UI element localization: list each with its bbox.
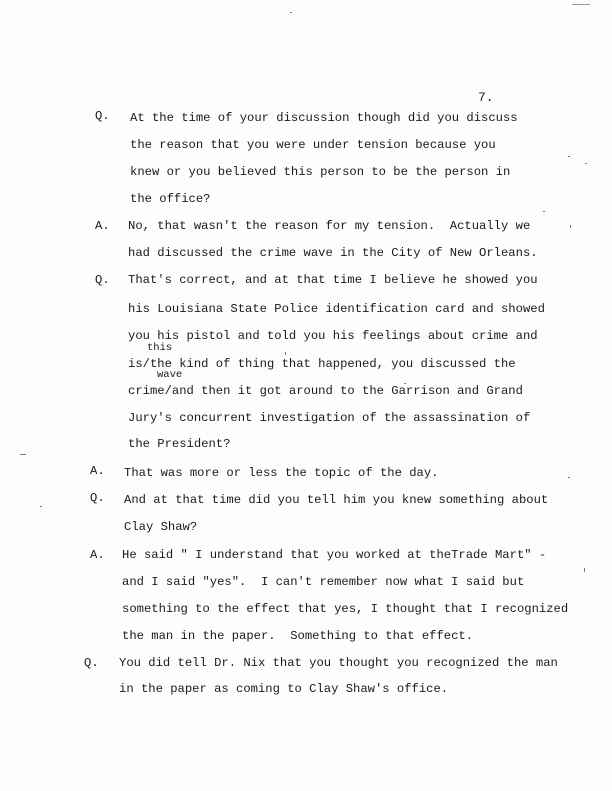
testimony-line: knew or you believed this person to be the person in — [130, 165, 511, 179]
testimony-line: the office? — [130, 192, 211, 206]
testimony-line: That's correct, and at that time I believe he showed you — [128, 273, 538, 287]
testimony-line: Jury's concurrent investigation of the assassination of — [128, 411, 531, 425]
testimony-line: you his pistol and told you his feelings about crime and — [128, 329, 538, 343]
scan-speck — [568, 156, 570, 157]
testimony-line: in the paper as coming to Clay Shaw's office. — [119, 682, 449, 696]
testimony-line: his Louisiana State Police identification card and showed — [128, 302, 545, 316]
testimony-line: the man in the paper. Something to that effect. — [122, 629, 474, 643]
scan-speck — [570, 225, 571, 228]
scan-speck — [290, 12, 292, 13]
testimony-line: crime/and then it got around to the Garrison and Grand — [128, 384, 523, 398]
speaker-label-q: Q. — [95, 273, 110, 287]
testimony-line: You did tell Dr. Nix that you thought you recognized the man — [119, 656, 558, 670]
scan-speck — [585, 163, 587, 164]
page-number: 7. — [478, 90, 494, 105]
scan-speck — [584, 568, 585, 572]
testimony-line: Clay Shaw? — [124, 520, 198, 534]
scan-mark — [572, 4, 590, 5]
testimony-line: And at that time did you tell him you knew something about — [124, 493, 549, 507]
scan-speck — [40, 506, 42, 507]
insertion-word: this — [147, 342, 173, 354]
testimony-line: No, that wasn't the reason for my tension. Actually we — [128, 219, 531, 233]
testimony-line: At the time of your discussion though did you discuss — [130, 111, 518, 125]
testimony-line: and I said "yes". I can't remember now what I said but — [122, 575, 525, 589]
scan-speck — [543, 211, 545, 212]
scan-speck — [285, 352, 286, 355]
insertion-word: wave — [157, 369, 183, 381]
speaker-label-a: A. — [95, 219, 110, 233]
testimony-line: is/the kind of thing that happened, you discussed the — [128, 357, 516, 371]
speaker-label-q: Q. — [90, 491, 105, 505]
speaker-label-a: A. — [90, 548, 105, 562]
testimony-line: the President? — [128, 437, 231, 451]
speaker-label-a: A. — [90, 464, 105, 478]
testimony-line: That was more or less the topic of the day. — [124, 466, 439, 480]
speaker-label-q: Q. — [95, 109, 110, 123]
speaker-label-q: Q. — [84, 656, 99, 670]
testimony-line: had discussed the crime wave in the City of New Orleans. — [128, 246, 538, 260]
scan-speck — [568, 477, 570, 478]
testimony-line: He said " I understand that you worked at theTrade Mart" - — [122, 548, 547, 562]
scan-speck — [404, 383, 406, 384]
testimony-line: the reason that you were under tension because you — [130, 138, 496, 152]
scan-speck — [20, 454, 26, 455]
testimony-line: something to the effect that yes, I thought that I recognized — [122, 602, 569, 616]
